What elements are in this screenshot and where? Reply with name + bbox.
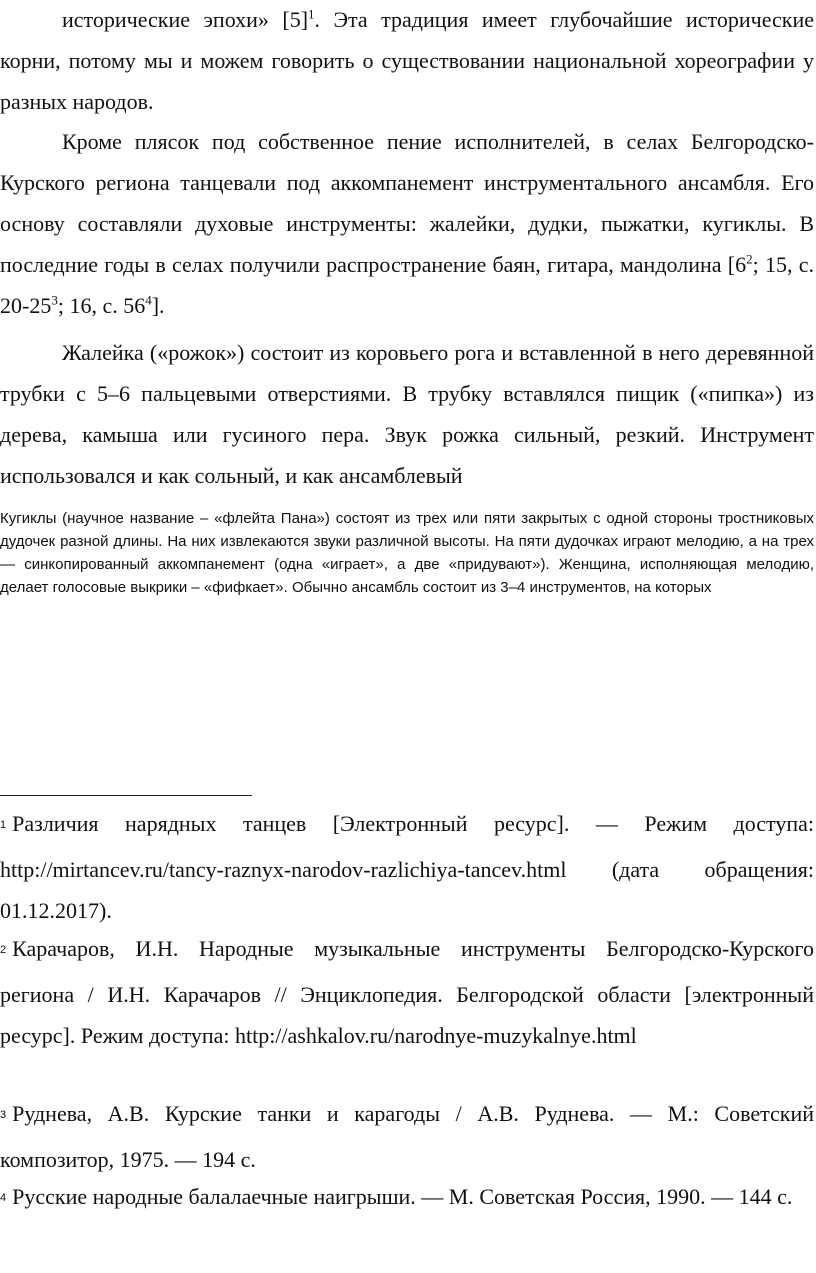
paragraph-4: Кугиклы (научное название – «флейта Пана») состоят из трех или пяти закрытых с одной стороны тростниковых дудочек разной длины. На них извлекаются звуки различной высоты. На пяти дудочках играют мелодию, а на трех — синкопированный аккомпанемент (одна «играет», а две «придувают»). Женщина, исполняющая мелодию, делает голосовые выкрики – «фифкает». Обычно ансамбль состоит из 3–4 инструментов, на которых [0, 510, 814, 596]
footnote-1: 1 Различия нарядных танцев [Электронный ресурс]. — Режим доступа: http://mirtancev.ru/tancy-raznyx-narodov-razlichiya-tancev.html (дата обращения: 01.12.2017). [0, 811, 814, 923]
footnote-4: 4 Русские народные балалаечные наигрыши. — М. Советская Россия, 1990. — 144 с. [0, 1184, 793, 1209]
footnote-mark-3: 3 [0, 1109, 7, 1121]
footnote-mark-2: 2 [0, 944, 7, 956]
paragraph-2: Кроме плясок под собственное пение исполнителей, в селах Белгородско-Курского региона танцевали под аккомпанемент инструментального ансамбля. Его основу составляли духовые инструменты: жалейки, дудки, пыжатки, кугиклы. В последние годы в селах получили распространение баян, гитара, мандолина [$6^2$; 15, с. $20-25^3$; 16, с. $56^4$]. [0, 129, 814, 318]
paragraph-1: исторические эпохи» $[5]^1$. Эта традиция имеет глубочайшие исторические корни, потому мы и можем говорить о существовании национальной хореографии у разных народов. [0, 6, 814, 114]
footnote-ref-4[interactable]: 4 [145, 292, 152, 308]
footnote-mark-1: 1 [0, 819, 7, 831]
footnote-ref-3[interactable]: 3 [51, 292, 58, 308]
footnote-mark-4: 4 [0, 1192, 7, 1204]
footnote-3: 3 Руднева, А.В. Курские танки и карагоды / А.В. Руднева. — М.: Советский композитор, 1975. — 194 с. [0, 1101, 814, 1172]
footnote-separator [0, 795, 252, 796]
paragraph-3: Жалейка («рожок») состоит из коровьего рога и вставленной в него деревянной трубки с 5–6 пальцевыми отверстиями. В трубку вставлялся пищик («пипка») из дерева, камыша или гусиного пера. Звук рожка сильный, резкий. Инструмент использовался и как сольный, и как ансамблевый [0, 340, 814, 488]
footnote-ref-2[interactable]: 2 [746, 251, 753, 267]
footnote-2: 2 Карачаров, И.Н. Народные музыкальные инструменты Белгородско-Курского региона / И.Н. Карачаров // Энциклопедия. Белгородской области [электронный ресурс]. Режим доступа: http://ashkalov.ru/narodnye-muzykalnye.html [0, 936, 814, 1048]
footnote-ref-1[interactable]: 1 [308, 6, 315, 22]
